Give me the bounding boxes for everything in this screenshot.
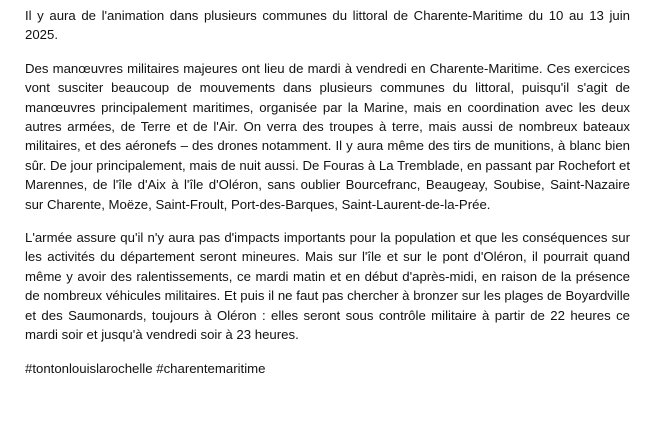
paragraph-maneuvers: Des manœuvres militaires majeures ont lieu de mardi à vendredi en Charente-Maritime. Ces exercices vont susciter beaucoup de mouvements dans plusieurs communes du littoral, puisqu'il s'agit de manœuvres principalement maritimes, organisée par la Marine, mais en coordination avec les deux autres armées, de Terre et de l'Air. On verra des troupes à terre, mais aussi de nombreux bateaux militaires, et des aéronefs – des drones notamment. Il y aura même des tirs de munitions, à blanc bien sûr. De jour principalement, mais de nuit aussi. De Fouras à La Tremblade, en passant par Rochefort et Marennes, de l'île d'Aix à l'île d'Oléron, sans oublier Bourcefranc, Beaugeay, Soubise, Saint-Nazaire sur Charente, Moëze, Saint-Froult, Port-des-Barques, Saint-Laurent-de-la-Prée. [25,60,630,212]
document-body [25,6,630,392]
paragraph-intro: Il y aura de l'animation dans plusieurs communes du littoral de Charente-Maritime du 10 au 13 juin 2025. [25,8,630,43]
hashtags-line: #tontonlouislarochelle #charentemaritime [25,360,266,376]
paragraph-impacts: L'armée assure qu'il n'y aura pas d'impacts importants pour la population et que les conséquences sur les activités du département seront mineures. Mais sur l'île et sur le pont d'Oléron, il pourrait quand même y avoir des ralentissements, ce mardi matin et en début d'après-midi, en raison de la présence de nombreux véhicules militaires. Et puis il ne faut pas chercher à bronzer sur les plages de Boyardville et des Saumonards, toujours à Oléron : elles seront sous contrôle militaire à partir de 22 heures ce mardi soir et jusqu'à vendredi soir à 23 heures. [25,230,630,343]
